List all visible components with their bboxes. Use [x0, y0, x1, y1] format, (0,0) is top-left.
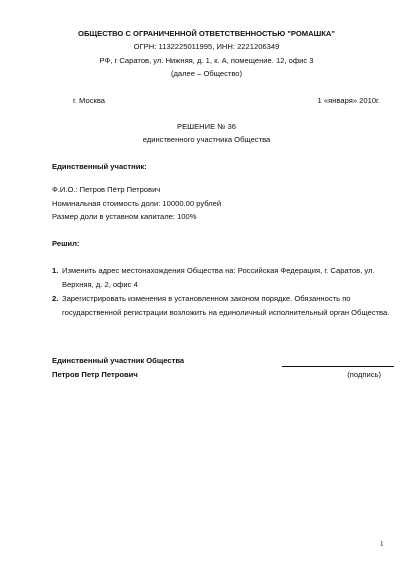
- participant-nominal-value: Номинальная стоимость доли: 10000.00 рублей: [52, 199, 222, 208]
- company-address: РФ, г Саратов, ул. Нижняя, д. 1, к. А, помещение. 12, офис 3: [99, 56, 314, 65]
- page-number: 1: [380, 540, 384, 548]
- company-registration: ОГРН: 1132225011995, ИНН: 2221206349: [133, 42, 280, 51]
- participant-name: Ф.И.О.: Петров Пётр Петрович: [52, 185, 161, 194]
- participant-heading: Единственный участник:: [52, 162, 147, 171]
- resolution-item-text: Изменить адрес местонахождения Общества на: Российская Федерация, г. Саратов, ул. Верхняя, д. 2, офис 4: [62, 266, 375, 289]
- company-alias: (далее – Общество): [170, 69, 243, 78]
- resolved-heading: Решил:: [52, 239, 80, 248]
- resolution-item-number: 1.: [52, 266, 59, 275]
- document-city: г. Москва: [73, 96, 105, 105]
- signature-caption: (подпись): [347, 370, 381, 379]
- resolution-item-number: 2.: [52, 294, 59, 303]
- company-name: ОБЩЕСТВО С ОГРАНИЧЕННОЙ ОТВЕТСТВЕННОСТЬЮ "РОМАШКА": [78, 29, 335, 38]
- signature-line: [282, 366, 394, 367]
- signature-role: Единственный участник Общества: [52, 356, 185, 365]
- participant-share-size: Размер доли в уставном капитале: 100%: [52, 212, 197, 221]
- decision-subtitle: единственного участника Общества: [142, 135, 271, 144]
- decision-title: РЕШЕНИЕ № 36: [177, 122, 236, 131]
- signature-name: Петров Петр Петрович: [52, 370, 138, 379]
- document-date: 1 «января» 2010г.: [317, 96, 380, 105]
- resolution-item-text: Зарегистрировать изменения в установленном законом порядке. Обязанность по государственной регистрации возложить на единоличный исполнительный орган Общества.: [62, 294, 390, 317]
